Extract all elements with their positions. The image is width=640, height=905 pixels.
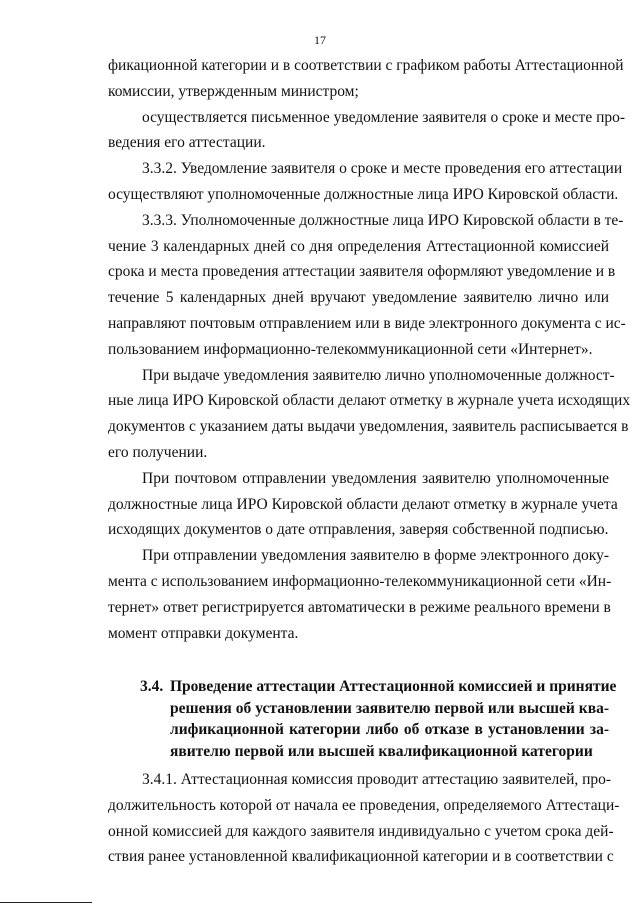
paragraph-electronic-delivery (108, 543, 612, 646)
text-line: осуществляют уполномоченные должностные лица ИРО Кировской области. (108, 185, 619, 203)
text-line: течение 5 календарных дней вручают уведомление заявителю лично или (108, 289, 609, 307)
section-title (170, 676, 617, 762)
paragraph-3-4-1 (108, 767, 620, 870)
text-line: его получении. (108, 443, 208, 461)
text-line: 3.3.3. Уполномоченные должностные лица ИРО Кировской области в те- (142, 211, 624, 229)
paragraph-3-3-2 (108, 156, 623, 208)
footnote-divider (0, 902, 92, 903)
text-line: тернет» ответ регистрируется автоматически в режиме реального времени в (108, 598, 611, 616)
text-line: ведения его аттестации. (108, 134, 266, 152)
text-line: должностные лица ИРО Кировской области делают отметку в журнале учета (108, 495, 618, 513)
heading-line: Проведение аттестации Аттестационной комиссией и принятие (170, 678, 617, 695)
text-line: 3.4.1. Аттестационная комиссия проводит аттестацию заявителей, про- (142, 771, 612, 788)
text-line: При почтовом отправлении уведомления заявителю уполномоченные (142, 469, 609, 487)
heading-line: решения об установлении заявителю первой или высшей ква- (170, 699, 609, 717)
text-line: пользованием информационно-телекоммуникационной сети «Интернет». (108, 340, 593, 358)
text-line: мента с использованием информационно-телекоммуникационной сети «Ин- (108, 572, 612, 590)
paragraph-continuation (108, 53, 624, 105)
text-line: При отправлении уведомления заявителю в форме электронного доку- (142, 547, 609, 565)
text-line: онной комиссией для каждого заявителя индивидуально с учетом срока дей- (108, 822, 614, 840)
paragraph-personal-delivery (108, 363, 631, 466)
paragraph-postal-delivery (108, 466, 618, 543)
text-line: комиссии, утвержденным министром; (108, 82, 359, 100)
text-line: срока и места проведения аттестации заявителя оформляют уведомление и в (108, 263, 616, 281)
text-line: При выдаче уведомления заявителю лично уполномоченные должност- (142, 366, 615, 384)
text-line: должительность которой от начала ее проведения, определяемого Аттестаци- (108, 796, 620, 814)
text-line: исходящих документов о дате отправления, заверяя собственной подписью. (108, 521, 609, 539)
section-heading-3-4 (140, 676, 617, 762)
text-line: документов с указанием даты выдачи уведомления, заявитель расписывается в (108, 418, 629, 436)
heading-line: лификационной категории либо об отказе в установлении за- (170, 721, 609, 738)
paragraph-3-3-3 (108, 208, 626, 363)
text-line: ные лица ИРО Кировской области делают отметку в журнале учета исходящих (108, 392, 631, 410)
text-line: ствия ранее установленной квалификационной категории и в соответствии с (108, 848, 614, 866)
section-number: 3.4. (140, 678, 164, 695)
text-line: осуществляется письменное уведомление заявителя о сроке и месте про- (142, 108, 626, 126)
document-body (108, 53, 631, 646)
heading-line: явителю первой или высшей квалификационной категории (170, 742, 593, 760)
text-line: момент отправки документа. (108, 624, 299, 642)
page-number: 17 (314, 33, 326, 47)
text-line: направляют почтовым отправлением или в виде электронного документа с ис- (108, 314, 626, 332)
text-line: фикационной категории и в соответствии с графиком работы Аттестационной (108, 57, 624, 74)
paragraph-notification (108, 105, 626, 157)
text-line: 3.3.2. Уведомление заявителя о сроке и месте проведения его аттестации (142, 160, 623, 178)
text-line: чение 3 календарных дней со дня определения Аттестационной комиссией (108, 237, 609, 255)
